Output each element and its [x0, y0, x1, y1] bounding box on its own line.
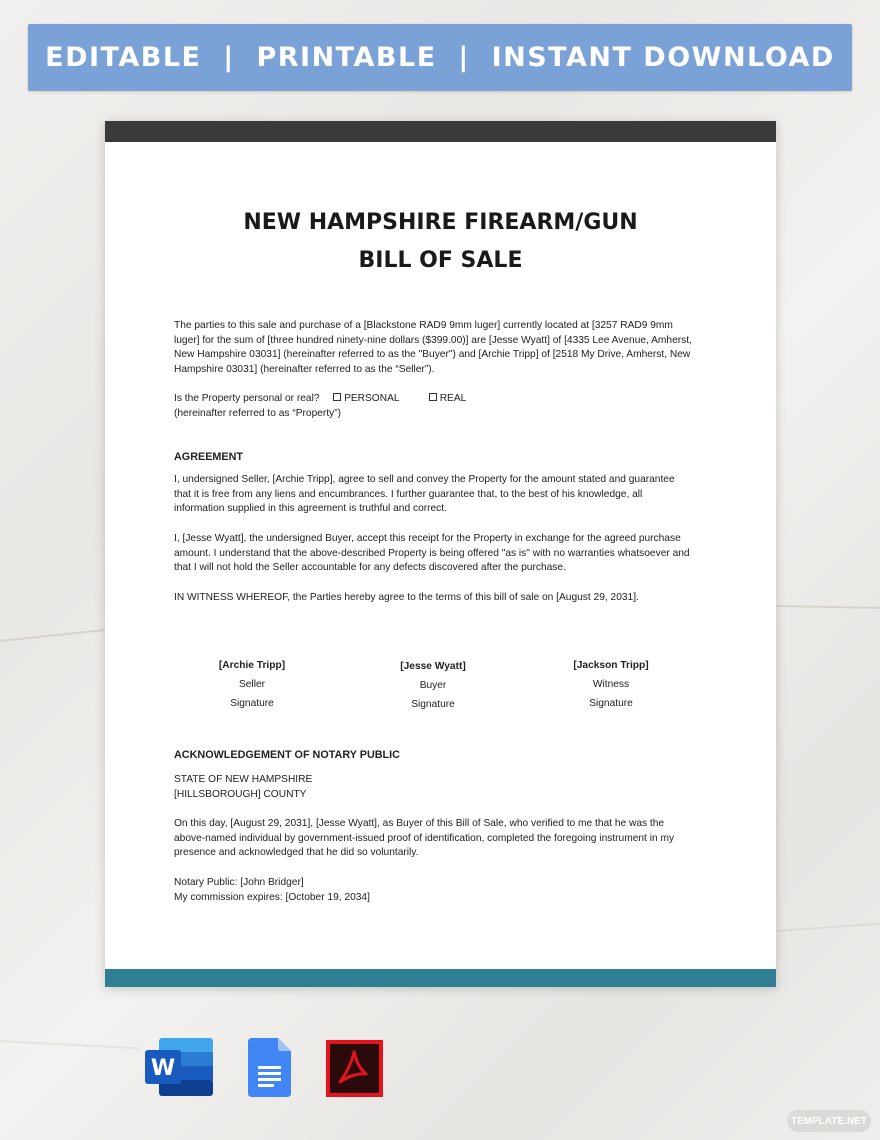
- seller-signature-line: Signature: [230, 698, 274, 709]
- notary-county: [HILLSBOROUGH] COUNTY: [174, 789, 307, 800]
- agreement-buyer-paragraph: I, [Jesse Wyatt], the undersigned Buyer, accept this receipt for the Property in exchange for the agreed purchase amount. I understand that the above-described Property is being offered "as is" with no warranties whatsoever and that I will not hold the Seller accountable for any defects discovered after the purchase.: [174, 533, 690, 574]
- real-label: REAL: [439, 393, 467, 404]
- marble-vein: [776, 605, 880, 609]
- signature-block-seller: [182, 660, 322, 709]
- notary-heading: ACKNOWLEDGEMENT OF NOTARY PUBLIC: [174, 749, 400, 761]
- witness-signature-line: Signature: [589, 698, 633, 709]
- word-icon[interactable]: [145, 1038, 213, 1096]
- property-question: Is the Property personal or real?: [174, 393, 320, 404]
- header-bar: [105, 121, 776, 142]
- intro-paragraph: The parties to this sale and purchase of a [Blackstone RAD9 9mm luger] currently located at [3257 RAD9 9mm luger] for the sum of [three hundred ninety-nine dollars ($399.00)] are [Jesse Wyatt] of [4335 Lee Avenue, Amherst, New Hampshire 03031] (hereinafter referred to as the "Buyer") and [Archie Tripp] of [2518 My Drive, Amherst, New Hampshire 03031] (hereinafter referred to as the “Seller”).: [174, 320, 692, 375]
- promo-banner: [28, 24, 852, 91]
- document-subtitle: BILL OF SALE: [358, 248, 523, 273]
- notary-public: Notary Public: [John Bridger]: [174, 877, 304, 888]
- notary-body: On this day, [August 29, 2031], [Jesse Wyatt], as Buyer of this Bill of Sale, who verified to me that he was the above-named individual by government-issued proof of identification, completed the foregoing instrument in my presence and acknowledged that he did so voluntarily.: [174, 818, 675, 859]
- personal-label: PERSONAL: [344, 393, 400, 404]
- property-type-row: [174, 392, 694, 407]
- witness-role: Witness: [592, 679, 630, 690]
- witness-name: [Jackson Tripp]: [573, 660, 649, 671]
- template-watermark: TEMPLATE.NET: [787, 1110, 871, 1132]
- checkbox-real[interactable]: [429, 393, 437, 401]
- buyer-role: Buyer: [419, 680, 447, 691]
- banner-text: EDITABLE | PRINTABLE | INSTANT DOWNLOAD: [45, 42, 835, 73]
- signature-block-witness: [541, 660, 681, 709]
- document-title: NEW HAMPSHIRE FIREARM/GUN: [243, 210, 638, 235]
- property-note: (hereinafter referred to as “Property”): [174, 408, 342, 419]
- notary-commission: My commission expires: [October 19, 2034]: [174, 892, 370, 903]
- google-docs-icon[interactable]: [248, 1038, 291, 1097]
- footer-bar: [105, 969, 776, 987]
- checkbox-personal[interactable]: [333, 393, 341, 401]
- marble-vein: [0, 629, 105, 642]
- seller-role: Seller: [238, 679, 266, 690]
- word-letter: W: [150, 1056, 176, 1081]
- document-page: [105, 121, 776, 987]
- marble-vein: [776, 923, 880, 932]
- buyer-signature-line: Signature: [411, 699, 455, 710]
- signature-block-buyer: [363, 661, 503, 710]
- agreement-seller-paragraph: I, undersigned Seller, [Archie Tripp], agree to sell and convey the Property for the amount stated and guarantee that it is free from any liens and encumbrances. I further guarantee that, to the best of his knowledge, all information supplied in this agreement is truthful and correct.: [174, 474, 675, 515]
- agreement-heading: AGREEMENT: [174, 451, 243, 463]
- witness-paragraph: IN WITNESS WHEREOF, the Parties hereby agree to the terms of this bill of sale on [August 29, 2031].: [174, 592, 639, 603]
- seller-name: [Archie Tripp]: [218, 660, 286, 671]
- acrobat-pdf-icon[interactable]: [326, 1040, 383, 1097]
- buyer-name: [Jesse Wyatt]: [400, 661, 466, 672]
- marble-vein: [0, 1040, 140, 1049]
- notary-state: STATE OF NEW HAMPSHIRE: [174, 774, 313, 785]
